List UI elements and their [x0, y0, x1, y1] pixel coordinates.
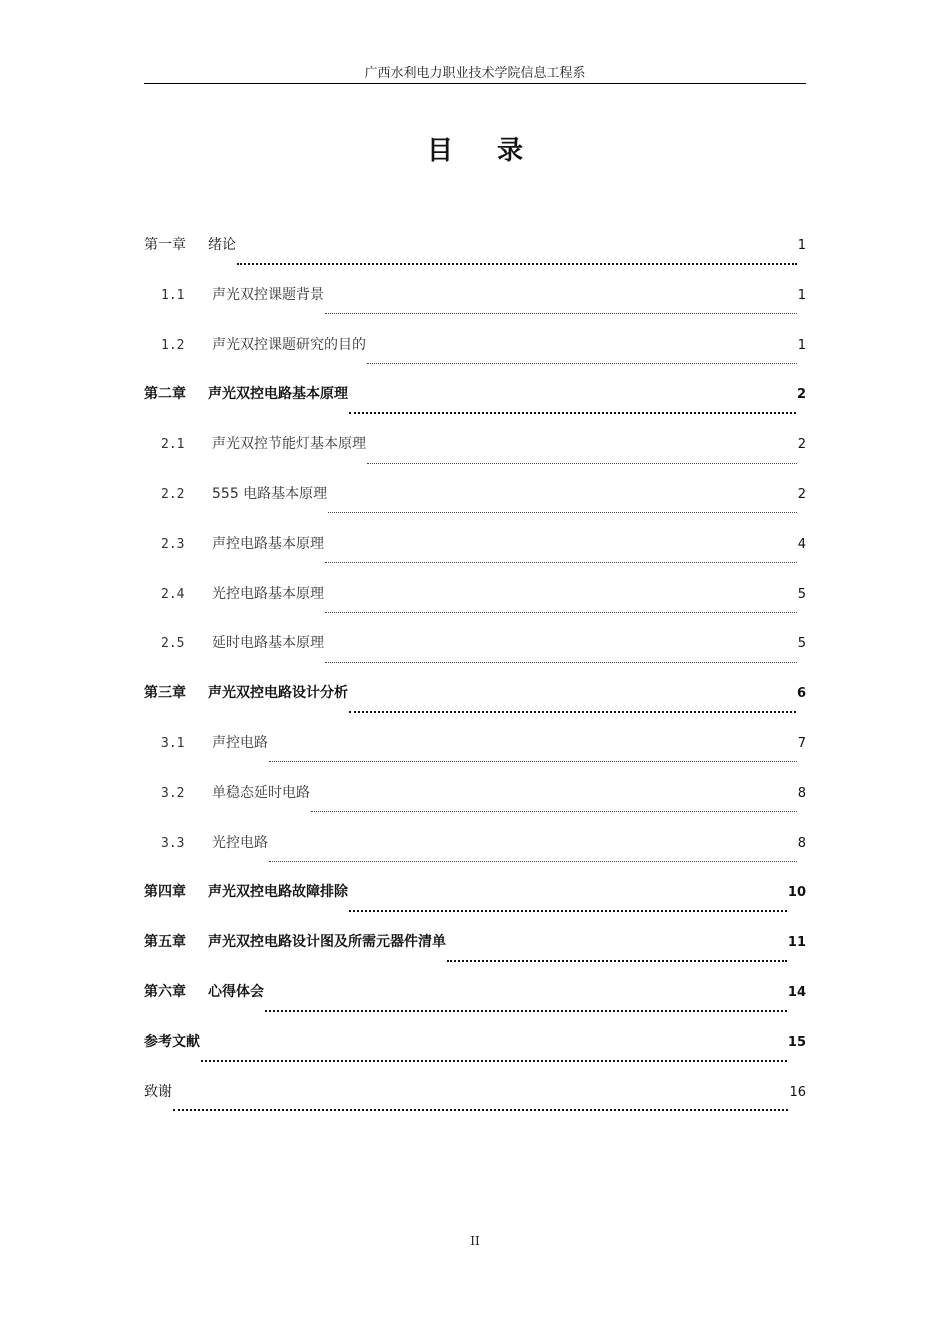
toc-entry-number: 2.3	[161, 536, 185, 552]
toc-entry-page: 1	[797, 238, 806, 253]
toc-entry-label: 单稳态延时电路	[212, 784, 310, 801]
dot-leader	[325, 662, 797, 663]
toc-entry-label: 光控电路基本原理	[212, 585, 324, 602]
dot-leader	[349, 910, 787, 912]
toc-entry-page: 14	[787, 984, 806, 1000]
toc-entry-label: 绪论	[208, 237, 236, 253]
toc-entry-number: 第六章	[144, 983, 186, 1000]
toc-entry-number: 第三章	[144, 685, 186, 702]
toc-entry-page: 2	[797, 437, 806, 453]
toc-entry[interactable]	[144, 383, 806, 433]
toc-entry[interactable]	[144, 1031, 806, 1081]
dot-leader	[367, 463, 797, 464]
page-number: II	[470, 1234, 480, 1248]
toc-entry-number: 1.2	[161, 337, 185, 353]
toc-entry-page: 11	[787, 935, 806, 951]
toc-entry-number: 第五章	[144, 934, 186, 951]
toc-entry[interactable]	[144, 881, 806, 931]
dot-leader	[269, 761, 797, 762]
toc-entry-page: 5	[797, 636, 806, 652]
toc-entry-label: 致谢	[144, 1083, 172, 1100]
toc-entry-page: 4	[797, 536, 806, 552]
toc-entry-number: 第一章	[144, 237, 186, 253]
dot-leader	[349, 412, 796, 414]
toc-entry-number: 2.1	[161, 437, 185, 453]
dot-leader	[265, 1010, 787, 1012]
toc-entry-number: 2.4	[161, 586, 185, 602]
toc-entry-page: 10	[787, 885, 806, 901]
dot-leader	[325, 313, 797, 314]
toc-entry-page: 8	[797, 785, 806, 801]
toc-entry[interactable]	[144, 334, 806, 384]
toc-entry-label: 声光双控电路设计分析	[208, 685, 348, 702]
toc-entry-page: 1	[797, 337, 806, 353]
toc-entry-label: 声光双控课题研究的目的	[212, 336, 366, 353]
dot-leader	[349, 711, 796, 713]
dot-leader	[269, 861, 797, 862]
dot-leader	[367, 363, 797, 364]
toc-entry-page: 2	[797, 486, 806, 502]
toc-entry[interactable]	[144, 533, 806, 583]
toc-entry-number: 第二章	[144, 386, 186, 403]
toc-entry-page: 5	[797, 586, 806, 602]
header-rule	[144, 83, 806, 84]
dot-leader	[325, 612, 797, 613]
table-of-contents	[144, 234, 806, 1130]
page-header: 广西水利电力职业技术学院信息工程系	[364, 66, 586, 81]
toc-entry-label: 光控电路	[212, 834, 268, 851]
toc-entry-page: 8	[797, 835, 806, 851]
toc-entry-number: 3.1	[161, 735, 185, 751]
toc-entry-page: 16	[789, 1084, 806, 1100]
toc-entry[interactable]	[144, 981, 806, 1031]
toc-entry-page: 2	[796, 387, 806, 403]
dot-leader	[447, 960, 787, 962]
toc-entry[interactable]	[144, 782, 806, 832]
toc-entry-page: 15	[787, 1034, 806, 1050]
toc-entry-number: 1.1	[161, 287, 185, 303]
toc-entry-page: 7	[797, 735, 806, 751]
toc-entry[interactable]	[144, 433, 806, 483]
toc-entry-label: 声光双控节能灯基本原理	[212, 436, 366, 453]
dot-leader	[328, 512, 797, 513]
toc-entry[interactable]	[144, 234, 806, 284]
toc-entry[interactable]	[144, 583, 806, 633]
toc-entry[interactable]	[144, 732, 806, 782]
toc-entry-number: 第四章	[144, 884, 186, 901]
toc-entry-label: 声光双控课题背景	[212, 286, 324, 303]
toc-entry-label: 555 电路基本原理	[212, 485, 328, 502]
toc-entry-label: 声控电路	[212, 734, 268, 751]
toc-entry[interactable]	[144, 284, 806, 334]
toc-entry-label: 参考文献	[144, 1033, 200, 1050]
toc-entry[interactable]	[144, 632, 806, 682]
toc-entry[interactable]	[144, 832, 806, 882]
toc-entry-number: 2.5	[161, 636, 185, 652]
toc-entry-label: 心得体会	[208, 983, 264, 1000]
toc-entry-label: 声光双控电路基本原理	[208, 386, 348, 403]
toc-entry-number: 2.2	[161, 486, 185, 502]
toc-entry-label: 声控电路基本原理	[212, 535, 324, 552]
toc-entry-label: 延时电路基本原理	[212, 635, 324, 652]
toc-entry-number: 3.2	[161, 785, 185, 801]
toc-entry-number: 3.3	[161, 835, 185, 851]
dot-leader	[201, 1060, 787, 1062]
toc-entry[interactable]	[144, 682, 806, 732]
toc-entry[interactable]	[144, 483, 806, 533]
toc-entry-page: 6	[796, 686, 806, 702]
toc-entry[interactable]	[144, 1081, 806, 1131]
dot-leader	[311, 811, 797, 812]
dot-leader	[173, 1109, 788, 1111]
toc-entry-page: 1	[797, 287, 806, 303]
toc-entry-label: 声光双控电路设计图及所需元器件清单	[208, 934, 446, 951]
toc-entry-label: 声光双控电路故障排除	[208, 884, 348, 901]
dot-leader	[237, 263, 797, 265]
dot-leader	[325, 562, 797, 563]
toc-entry[interactable]	[144, 931, 806, 981]
toc-title: 目录	[426, 136, 567, 166]
